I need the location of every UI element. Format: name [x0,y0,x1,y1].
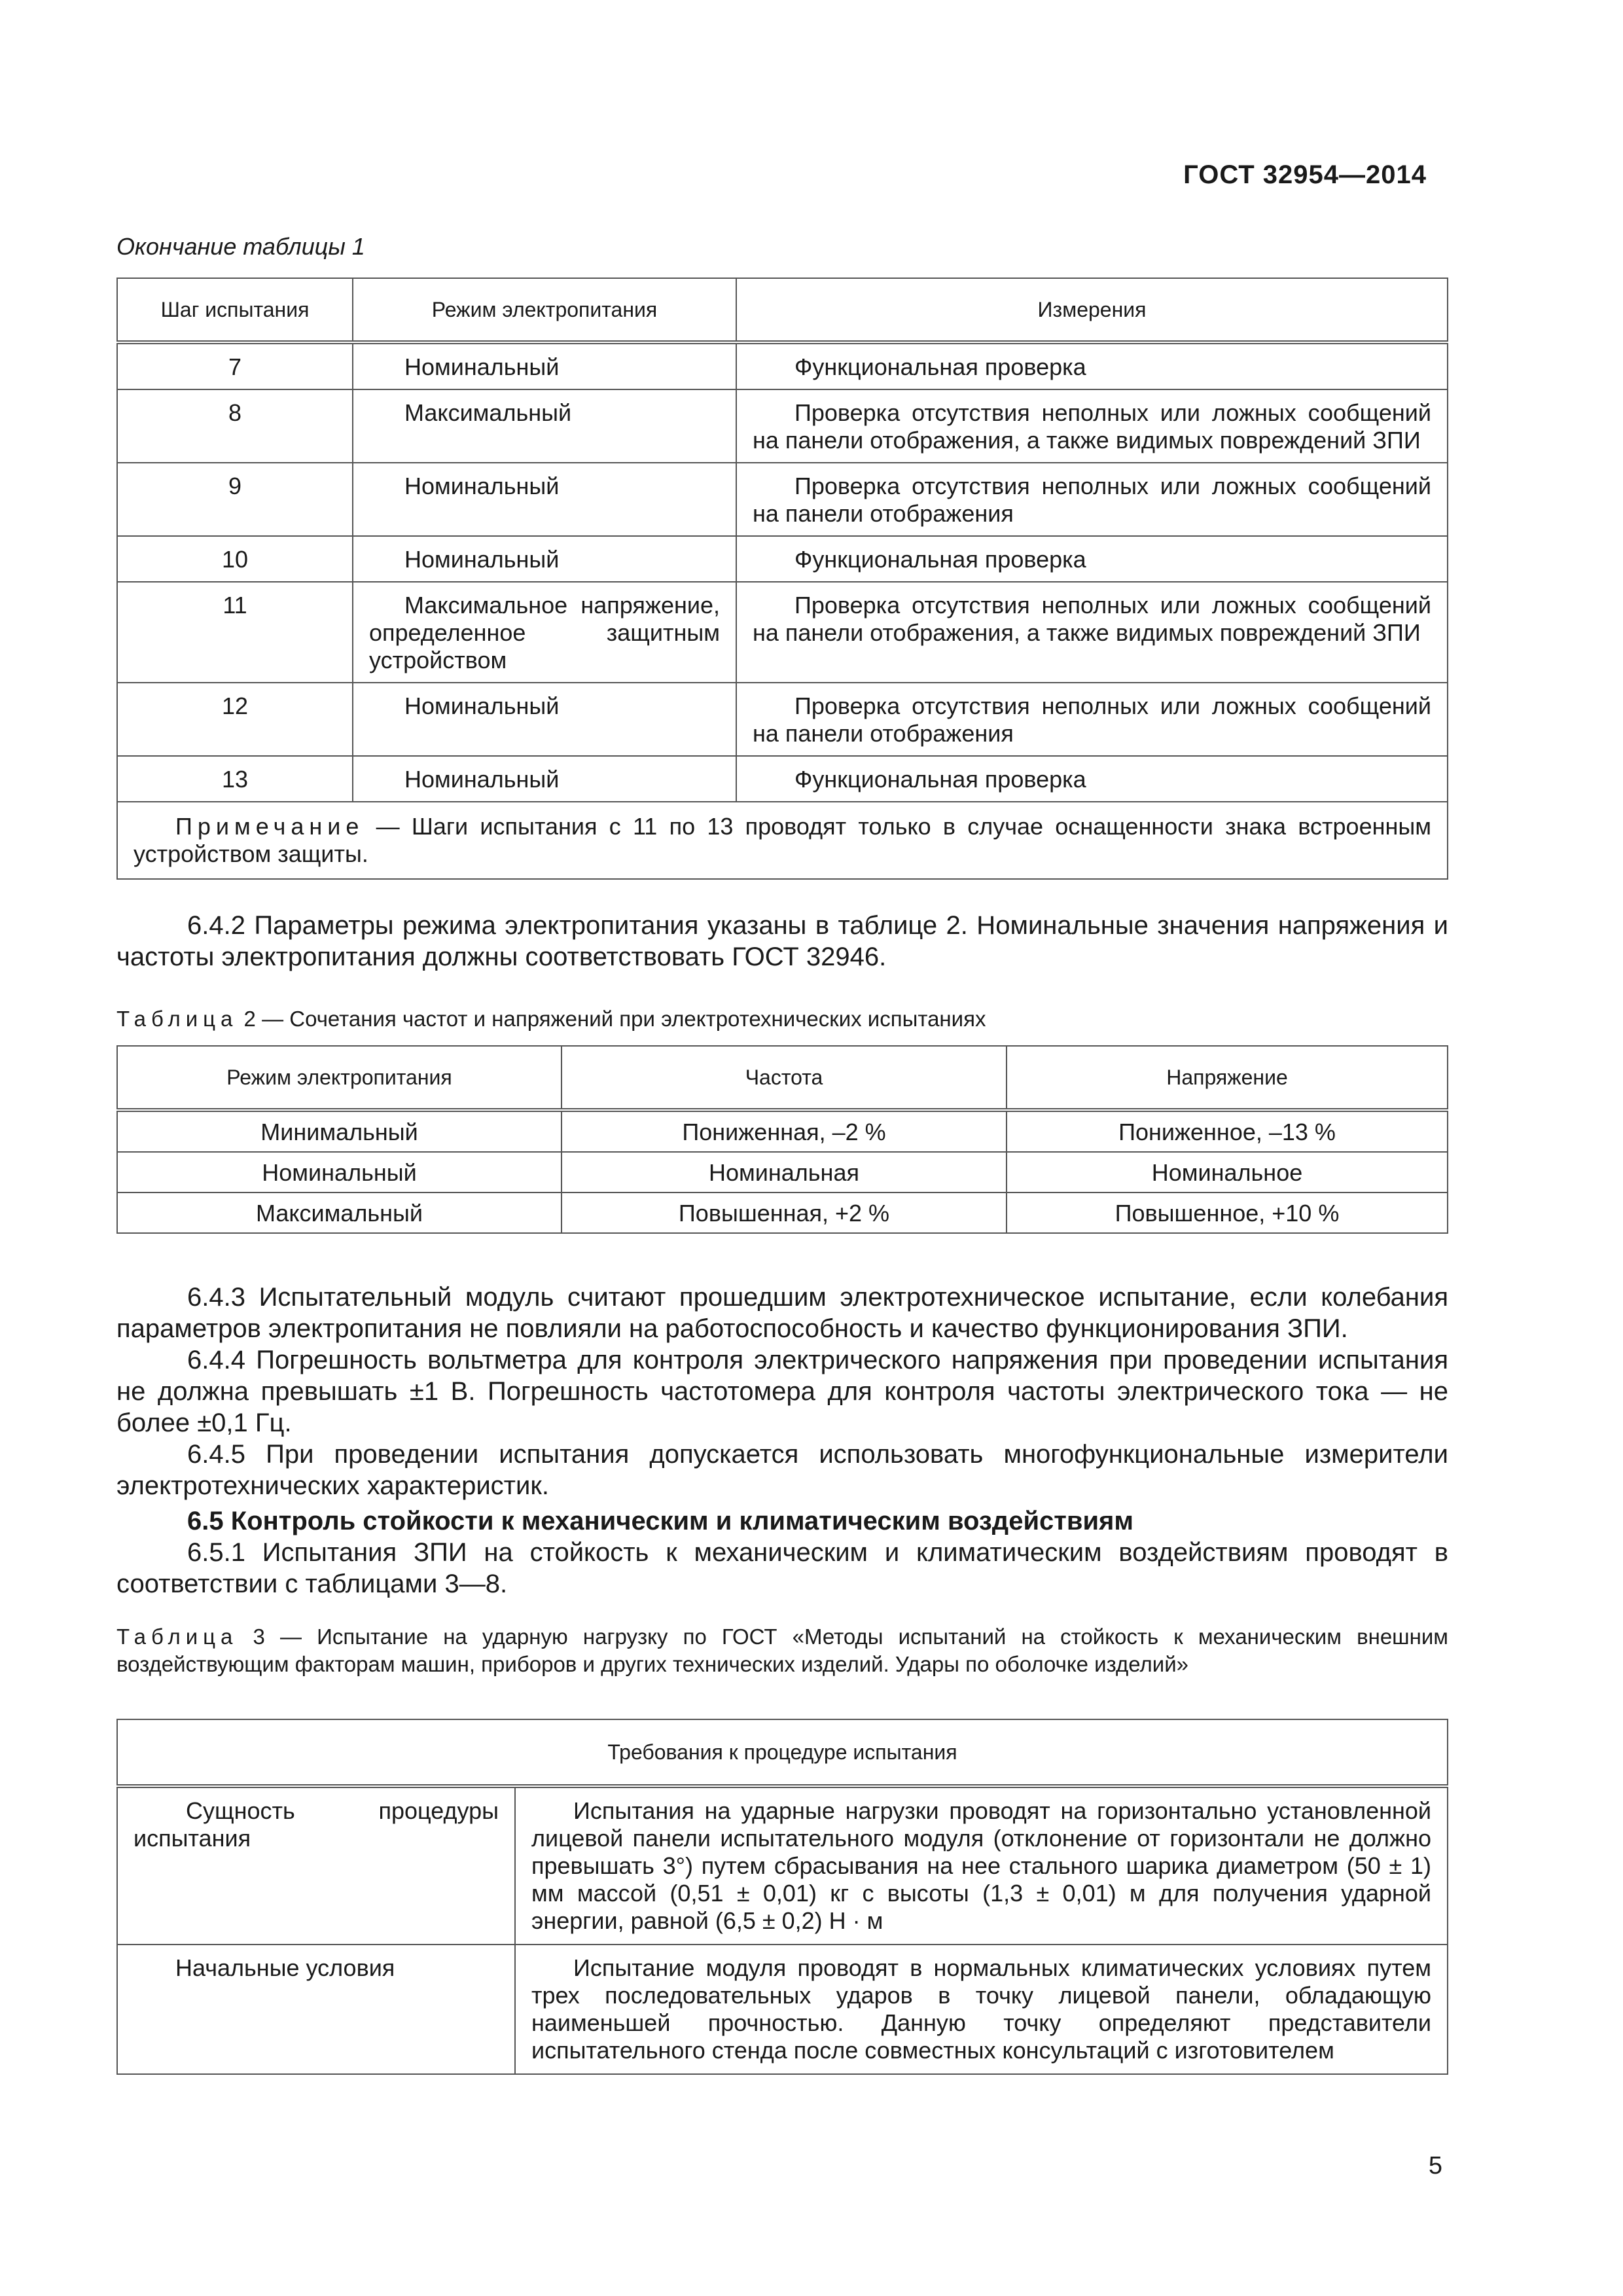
table3-label-line2: испытания [134,1825,251,1852]
page-number: 5 [1428,2152,1442,2179]
table2-header-mode: Режим электропитания [117,1046,562,1110]
table2-cell-mode: Минимальный [117,1110,562,1152]
table1-caption: Окончание таблицы 1 [116,233,365,260]
table1-cell-measure: Проверка отсутствия неполных или ложных сообщений на панели отображения, а также видимых повреждений ЗПИ [736,582,1448,683]
table1-cell-step: 7 [117,342,353,389]
table1-note-row [117,802,1448,879]
paragraph-6-4-3: 6.4.3 Испытательный модуль считают прошедшим электротехническое испытание, если колебания параметров электропитания не повлияли на работоспособность и качество функционирования ЗПИ. [116,1283,1448,1343]
table2-caption-title: 2 — Сочетания частот и напряжений при электротехнических испытаниях [238,1007,986,1031]
table1-note-label: Примечание [175,813,365,840]
table2-cell-voltage: Повышенное, +10 % [1007,1193,1448,1233]
table2-caption [116,1005,1448,1033]
table3-cell-text: Испытание модуля проводят в нормальных климатических условиях путем трех последовательных ударов в точку лицевой панели, обладающую наименьшей прочностью. Данную точку определяют представители испытательного стенда после совместных консультаций с изготовителем [515,1945,1448,2074]
table1-cell-mode: Максимальное напряжение, определенное защитным устройством [353,582,736,683]
table2-cell-voltage: Пониженное, –13 % [1007,1110,1448,1152]
table2-header-row [117,1046,1448,1110]
table2-cell-frequency: Пониженная, –2 % [562,1110,1007,1152]
table1-cell-measure: Функциональная проверка [736,536,1448,582]
table3-caption [116,1623,1448,1678]
paragraph-6-4-2-text: 6.4.2 Параметры режима электропитания указаны в таблице 2. Номинальные значения напряжения и частоты электропитания должны соответствовать ГОСТ 32946. [116,911,1448,971]
table1-header-mode: Режим электропитания [353,278,736,342]
table1-row [117,683,1448,756]
table1-row [117,582,1448,683]
paragraph-6-4-5: 6.4.5 При проведении испытания допускается использовать многофункциональные измерители электротехнических характеристик. [116,1440,1448,1500]
table1-cell-step: 8 [117,389,353,463]
paragraphs-6-4-3-to-6-4-5 [116,1282,1448,1600]
document-header-id: ГОСТ 32954—2014 [1183,160,1427,189]
table1-row [117,463,1448,536]
table3-cell-label: Начальные условия [117,1945,515,2074]
table2-row [117,1152,1448,1193]
table1 [116,278,1448,880]
table1-header-row [117,278,1448,342]
table1-row [117,756,1448,802]
table2-header-voltage: Напряжение [1007,1046,1448,1110]
table1-header-measure: Измерения [736,278,1448,342]
table2-cell-mode: Максимальный [117,1193,562,1233]
table3-caption-label: Таблица [116,1624,238,1649]
table1-cell-mode: Максимальный [353,389,736,463]
table1-cell-mode: Номинальный [353,536,736,582]
table3-header-row [117,1719,1448,1786]
table2-row [117,1110,1448,1152]
table2-caption-label: Таблица [116,1007,238,1031]
table3-cell-text: Испытания на ударные нагрузки проводят на горизонтально установленной лицевой панели испытательного модуля (отклонение от горизонтали не должно превышать 3°) путем сбрасывания на нее стального шарика диаметром (50 ± 1) мм массой (0,51 ± 0,01) кг с высоты (1,3 ± 0,01) м для получения ударной энергии, равной (6,5 ± 0,2) Н · м [515,1786,1448,1945]
table1-cell-measure: Проверка отсутствия неполных или ложных сообщений на панели отображения [736,683,1448,756]
table2-cell-voltage: Номинальное [1007,1152,1448,1193]
table2-row [117,1193,1448,1233]
table3 [116,1719,1448,2075]
table1-cell-step: 12 [117,683,353,756]
table1-cell-step: 10 [117,536,353,582]
table3-cell-label [117,1786,515,1945]
table3-row [117,1786,1448,1945]
table1-row [117,389,1448,463]
table1-cell-step: 9 [117,463,353,536]
table3-label-line1: Сущность процедуры [186,1797,499,1824]
table1-cell-mode: Номинальный [353,683,736,756]
table2-header-frequency: Частота [562,1046,1007,1110]
table1-cell-step: 11 [117,582,353,683]
table1-cell-measure: Функциональная проверка [736,342,1448,389]
table1-cell-measure: Проверка отсутствия неполных или ложных сообщений на панели отображения [736,463,1448,536]
table2-cell-frequency: Номинальная [562,1152,1007,1193]
table3-caption-title: 3 — Испытание на ударную нагрузку по ГОСТ «Методы испытаний на стойкость к механическим внешним воздействующим факторам машин, приборов и других технических изделий. Удары по оболочке изделий» [116,1624,1448,1676]
table1-cell-measure: Функциональная проверка [736,756,1448,802]
table1-note [117,802,1448,879]
table1-cell-mode: Номинальный [353,342,736,389]
table2 [116,1045,1448,1234]
table1-cell-step: 13 [117,756,353,802]
table3-row [117,1945,1448,2074]
table1-header-step: Шаг испытания [117,278,353,342]
paragraph-6-4-2 [116,910,1448,973]
paragraph-6-5-1: 6.5.1 Испытания ЗПИ на стойкость к механическим и климатическим воздействиям проводят в соответствии с таблицами 3—8. [116,1538,1448,1598]
table2-cell-mode: Номинальный [117,1152,562,1193]
table1-cell-mode: Номинальный [353,756,736,802]
table1-row [117,536,1448,582]
section-6-5-title: 6.5 Контроль стойкости к механическим и климатическим воздействиям [187,1507,1133,1535]
table1-note-text: — Шаги испытания с 11 по 13 проводят только в случае оснащенности знака встроенным устройством защиты. [134,813,1431,867]
table1-cell-measure: Проверка отсутствия неполных или ложных сообщений на панели отображения, а также видимых повреждений ЗПИ [736,389,1448,463]
table1-row [117,342,1448,389]
paragraph-6-4-4: 6.4.4 Погрешность вольтметра для контроля электрического напряжения при проведении испытания не должна превышать ±1 В. Погрешность частотомера для контроля частоты электрического тока — не более ±0,1 Гц. [116,1346,1448,1437]
table3-header: Требования к процедуре испытания [117,1719,1448,1786]
table1-cell-mode: Номинальный [353,463,736,536]
table2-cell-frequency: Повышенная, +2 % [562,1193,1007,1233]
